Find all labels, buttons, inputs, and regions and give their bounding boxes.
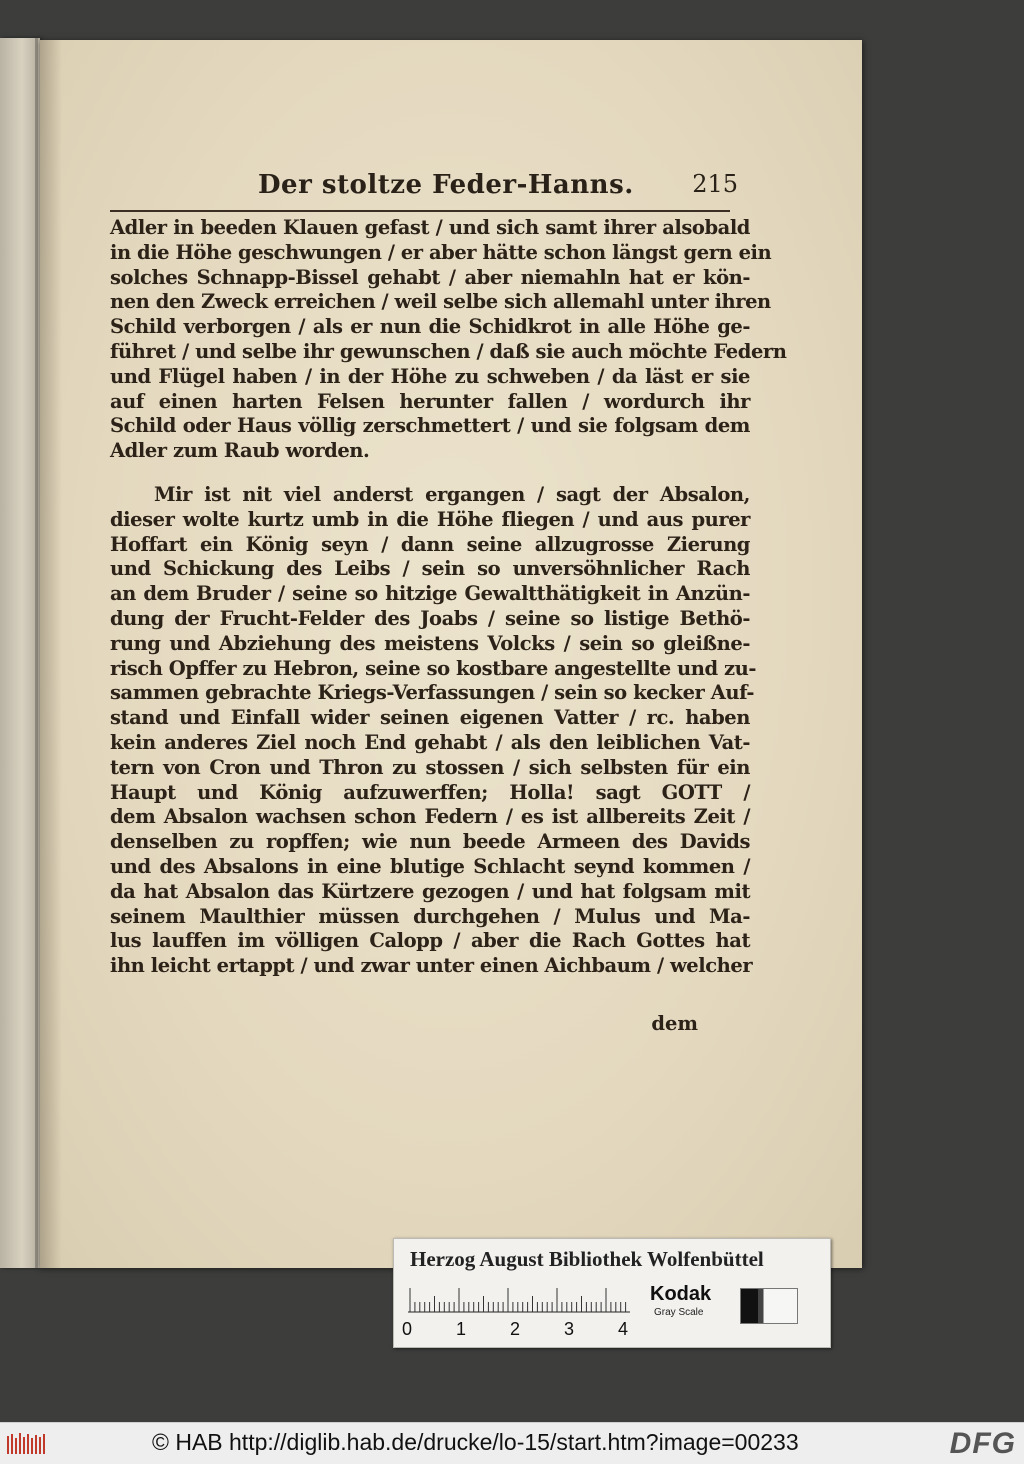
text-line: dieser wolte kurtz umb in die Höhe fliegen / und aus purer — [110, 507, 750, 531]
text-line: Adler zum Raub worden. — [110, 439, 370, 463]
catchword: dem — [651, 1012, 698, 1035]
scale-number: 3 — [564, 1319, 575, 1339]
text-line: tern von Cron und Thron zu stossen / sich selbsten für ein — [110, 755, 750, 779]
text-line: an dem Bruder / seine so hitzige Gewaltthätigkeit in Anzün- — [110, 582, 750, 606]
footer-bar — [0, 1422, 1024, 1464]
page-number: 215 — [692, 170, 738, 198]
text-line: Mir ist nit viel anderst ergangen / sagt der Absalon, — [154, 482, 750, 506]
text-line: nen den Zweck erreichen / weil selbe sich allemahl unter ihren — [110, 290, 771, 314]
previous-page-edge — [0, 38, 40, 1268]
text-line: und Flügel haben / in der Höhe zu schweben / da läst er sie — [110, 364, 750, 388]
gray-scale-label: Gray Scale — [654, 1307, 704, 1318]
gray-swatch — [740, 1288, 798, 1324]
copyright-link[interactable]: © HAB http://diglib.hab.de/drucke/lo-15/start.htm?image=00233 — [152, 1429, 799, 1455]
paragraph-1 — [110, 216, 787, 464]
text-line: dung der Frucht-Felder des Joabs / seine so listige Bethö- — [110, 606, 750, 630]
text-line: rung und Abziehung des meistens Volcks / sein so gleißne- — [110, 631, 750, 655]
text-line: risch Opffer zu Hebron, seine so kostbare angestellte und zu- — [110, 656, 757, 680]
text-line: Haupt und König aufzuwerffen; Holla! sagt GOTT / — [110, 780, 750, 804]
scale-number: 2 — [510, 1319, 521, 1339]
book-page — [40, 40, 862, 1268]
text-line: Schild oder Haus völlig zerschmettert / und sie folgsam dem — [110, 414, 750, 438]
library-name: Herzog August Bibliothek Wolfenbüttel — [410, 1247, 764, 1271]
text-line: solches Schnapp-Bissel gehabt / aber niemahln hat er kön- — [110, 265, 750, 289]
kodak-brand: Kodak — [650, 1283, 712, 1305]
text-line: Schild verborgen / als er nun die Schidkrot in alle Höhe ge- — [110, 315, 750, 339]
text-line: kein anderes Ziel noch End gehabt / als den leiblichen Vat- — [110, 730, 750, 754]
text-line: seinem Maulthier müssen durchgehen / Mulus und Ma- — [110, 904, 750, 928]
scale-number: 1 — [456, 1319, 467, 1339]
head-rule — [110, 210, 730, 212]
text-line: sammen gebrachte Kriegs-Verfassungen / sein so kecker Auf- — [110, 681, 754, 705]
text-line: Adler in beeden Klauen gefast / und sich samt ihrer alsobald — [110, 216, 750, 239]
text-line: und des Absalons in eine blutige Schlacht seynd kommen / — [110, 854, 750, 878]
paragraph-2 — [110, 482, 757, 979]
page-text — [110, 216, 787, 979]
dfg-logo[interactable]: DFG — [949, 1427, 1016, 1460]
running-head — [258, 170, 738, 204]
gray-scale-card — [393, 1238, 831, 1348]
scale-number: 4 — [618, 1319, 629, 1339]
text-line: Hoffart ein König seyn / dann seine allzugrosse Zierung — [110, 532, 750, 556]
scale-numbers — [402, 1319, 642, 1341]
running-head-title: Der stoltze Feder-Hanns. — [258, 170, 634, 200]
text-line: und Schickung des Leibs / sein so unversöhnlicher Rach — [110, 557, 750, 581]
text-line: in die Höhe geschwungen / er aber hätte schon längst gern ein — [110, 240, 772, 264]
text-line: denselben zu ropffen; wie nun beede Armeen des Davids — [110, 830, 750, 854]
text-line: lus lauffen im völligen Calopp / aber die Rach Gottes hat — [110, 929, 750, 953]
hab-logo-icon[interactable] — [6, 1432, 46, 1456]
text-line: führet / und selbe ihr gewunschen / daß sie auch möchte Federn — [110, 339, 787, 363]
scale-number: 0 — [402, 1319, 413, 1339]
text-line: ihn leicht ertappt / und zwar unter einen Aichbaum / welcher — [110, 954, 753, 978]
text-line: stand und Einfall wider seinen eigenen Vatter / rc. haben — [110, 706, 750, 730]
text-line: da hat Absalon das Kürtzere gezogen / und hat folgsam mit — [110, 879, 750, 903]
scale-ruler — [408, 1287, 630, 1313]
text-line: auf einen harten Felsen herunter fallen / wordurch ihr — [110, 389, 750, 413]
text-line: dem Absalon wachsen schon Federn / es ist allbereits Zeit / — [110, 805, 750, 829]
